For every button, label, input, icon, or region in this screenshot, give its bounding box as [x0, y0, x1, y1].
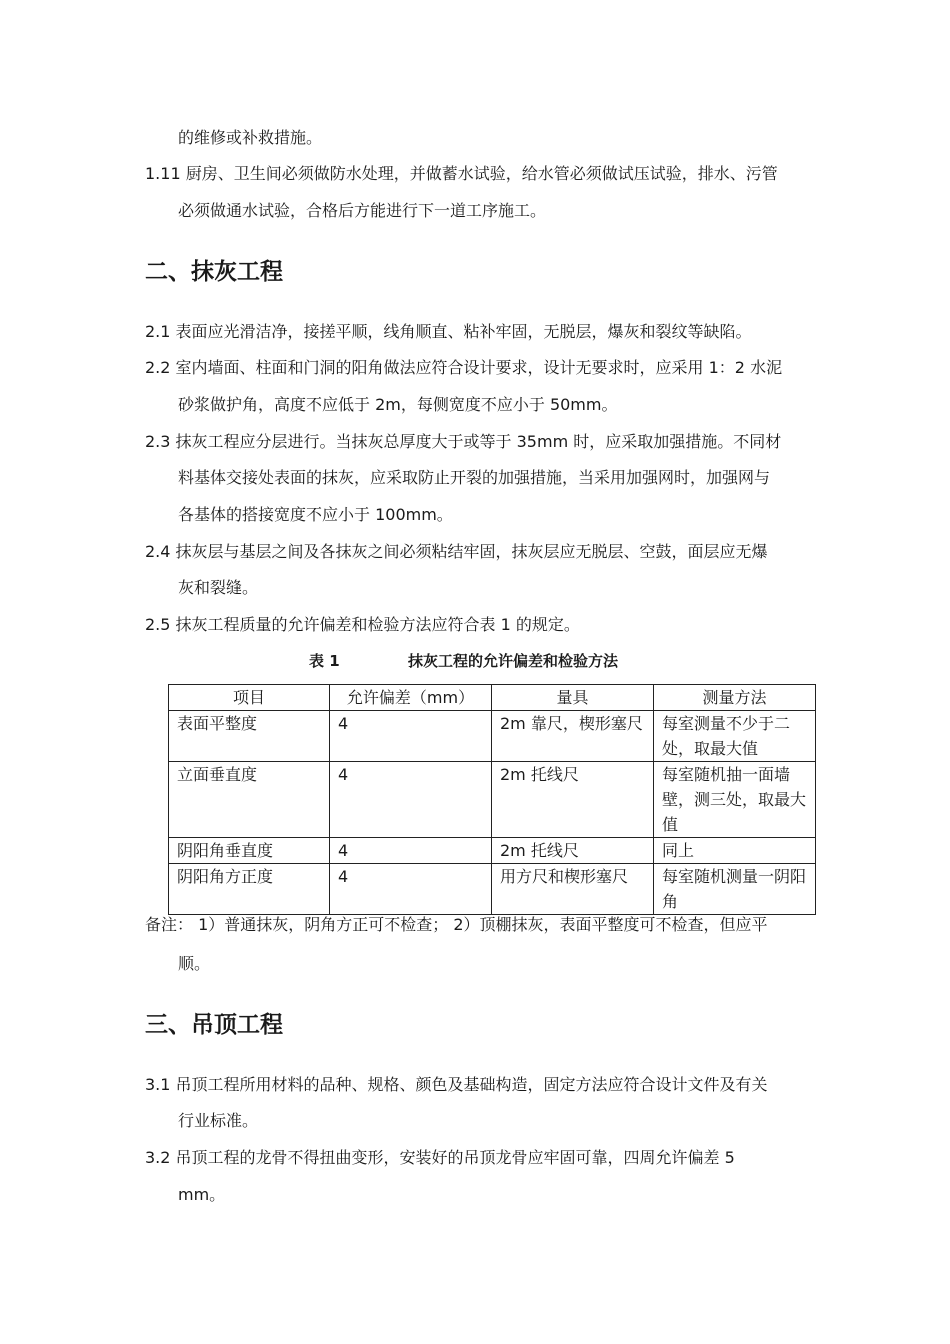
- table-title: 抹灰工程的允许偏差和检验方法: [408, 652, 619, 670]
- paragraph-line: 的维修或补救措施。: [178, 128, 323, 147]
- section-heading-ceiling: 三、吊顶工程: [145, 1012, 283, 1038]
- table-row: [169, 838, 816, 864]
- table-cell: 同上: [654, 838, 816, 864]
- table-row: [169, 711, 816, 762]
- paragraph-line: 2.3 抹灰工程应分层进行。当抹灰总厚度大于或等于 35mm 时，应采取加强措施。不同材: [145, 432, 782, 451]
- paragraph-line: 各基体的搭接宽度不应小于 100mm。: [178, 505, 453, 524]
- header-gauge: 量具: [492, 685, 654, 711]
- table-cell: 阴阳角垂直度: [169, 838, 330, 864]
- paragraph-line: 2.1 表面应光滑洁净，接搓平顺，线角顺直、粘补牢固，无脱层，爆灰和裂纹等缺陷。: [145, 322, 752, 341]
- table-cell: 2m 靠尺，楔形塞尺: [492, 711, 654, 762]
- table-note: 备注： 1）普通抹灰，阴角方正可不检查； 2）顶棚抹灰，表面平整度可不检查，但应平: [145, 915, 768, 934]
- table-row: [169, 864, 816, 915]
- table-cell: 每室测量不少于二处，取最大值: [654, 711, 816, 762]
- paragraph-line: 3.1 吊顶工程所用材料的品种、规格、颜色及基础构造，固定方法应符合设计文件及有关: [145, 1075, 768, 1094]
- table-cell: 4: [330, 838, 492, 864]
- table-label: 表 1: [309, 652, 340, 670]
- table-cell: 2m 托线尺: [492, 762, 654, 838]
- table-cell: 每室随机测量一阴阳角: [654, 864, 816, 915]
- header-tolerance: 允许偏差（mm）: [330, 685, 492, 711]
- paragraph-line: 3.2 吊顶工程的龙骨不得扭曲变形，安装好的吊顶龙骨应牢固可靠，四周允许偏差 5: [145, 1148, 735, 1167]
- table-cell: 4: [330, 711, 492, 762]
- header-method: 测量方法: [654, 685, 816, 711]
- tolerance-table: [168, 684, 816, 915]
- table-row: [169, 762, 816, 838]
- table-cell: 4: [330, 762, 492, 838]
- table-header-row: [169, 685, 816, 711]
- table-cell: 2m 托线尺: [492, 838, 654, 864]
- paragraph-line: 2.4 抹灰层与基层之间及各抹灰之间必须粘结牢固，抹灰层应无脱层、空鼓，面层应无爆: [145, 542, 768, 561]
- paragraph-line: 料基体交接处表面的抹灰，应采取防止开裂的加强措施，当采用加强网时，加强网与: [178, 468, 771, 487]
- table-cell: 阴阳角方正度: [169, 864, 330, 915]
- paragraph-line: 1.11 厨房、卫生间必须做防水处理，并做蓄水试验，给水管必须做试压试验，排水、污管: [145, 164, 778, 183]
- paragraph-line: 2.5 抹灰工程质量的允许偏差和检验方法应符合表 1 的规定。: [145, 615, 580, 634]
- table-cell: 表面平整度: [169, 711, 330, 762]
- paragraph-line: 砂浆做护角，高度不应低于 2m，每侧宽度不应小于 50mm。: [178, 395, 618, 414]
- table-cell: 每室随机抽一面墙壁，测三处，取最大值: [654, 762, 816, 838]
- header-item: 项目: [169, 685, 330, 711]
- paragraph-line: 行业标准。: [178, 1111, 259, 1130]
- table-cell: 4: [330, 864, 492, 915]
- table-note-continued: 顺。: [178, 954, 211, 973]
- paragraph-line: 2.2 室内墙面、柱面和门洞的阳角做法应符合设计要求，设计无要求时，应采用 1：2 水泥: [145, 358, 783, 377]
- paragraph-line: mm。: [178, 1185, 226, 1204]
- table-cell: 立面垂直度: [169, 762, 330, 838]
- paragraph-line: 必须做通水试验，合格后方能进行下一道工序施工。: [178, 201, 547, 220]
- section-heading-plastering: 二、抹灰工程: [145, 259, 283, 285]
- table-cell: 用方尺和楔形塞尺: [492, 864, 654, 915]
- paragraph-line: 灰和裂缝。: [178, 578, 259, 597]
